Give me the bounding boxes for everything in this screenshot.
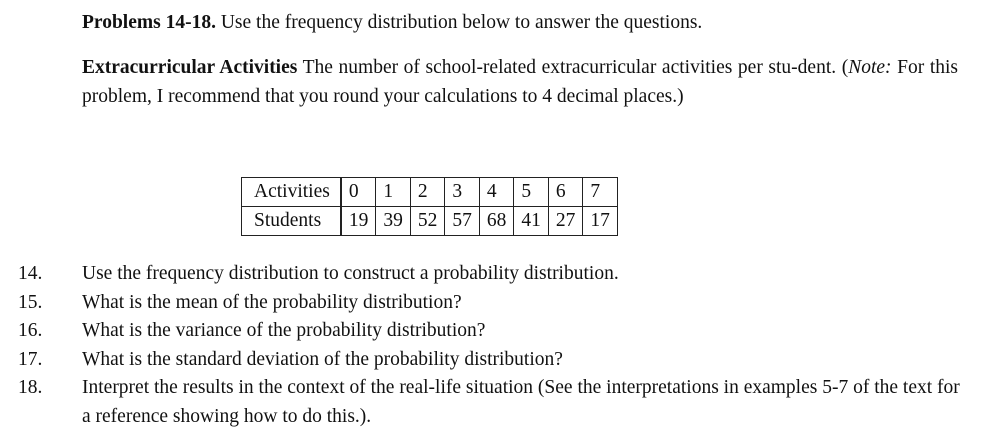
problem-description: The number of school-related extracurricular activities per stu-dent. ( xyxy=(297,57,849,78)
question-number: 14. xyxy=(18,263,43,284)
row-header-activities: Activities xyxy=(242,178,341,207)
table-cell: 17 xyxy=(583,207,618,236)
question-item xyxy=(18,346,968,375)
table-cell: 1 xyxy=(376,178,411,207)
table-cell: 3 xyxy=(445,178,480,207)
table-cell: 19 xyxy=(341,207,376,236)
problem-title: Extracurricular Activities xyxy=(82,57,298,78)
table-cell: 57 xyxy=(445,207,480,236)
table-cell: 52 xyxy=(410,207,445,236)
question-number: 16. xyxy=(18,320,43,341)
question-text: What is the variance of the probability distribution? xyxy=(82,320,486,341)
table-cell: 7 xyxy=(583,178,618,207)
question-item xyxy=(18,374,968,431)
table-cell: 27 xyxy=(548,207,583,236)
row-header-students: Students xyxy=(242,207,341,236)
frequency-table xyxy=(241,177,618,236)
table-cell: 0 xyxy=(341,178,376,207)
table-row-activities xyxy=(242,178,618,207)
question-text: Interpret the results in the context of the real-life situation (See the interpretations in examples 5-7 of the text for a reference showing how to do this.). xyxy=(82,377,960,427)
question-item xyxy=(18,260,968,289)
note-text: For this problem, I recommend that you round your calculations to 4 decimal places.) xyxy=(82,57,959,107)
question-text: What is the standard deviation of the probability distribution? xyxy=(82,348,563,370)
table-cell: 4 xyxy=(479,178,514,207)
table-cell: 41 xyxy=(514,207,549,236)
table-cell: 68 xyxy=(479,207,514,236)
question-item xyxy=(18,289,968,318)
note-label: Note: xyxy=(848,57,892,78)
table-cell: 39 xyxy=(376,207,411,236)
table-row-students xyxy=(242,207,618,236)
problem-intro xyxy=(82,53,958,111)
question-number: 15. xyxy=(18,291,43,313)
question-text: Use the frequency distribution to construct a probability distribution. xyxy=(82,263,619,284)
problem-heading xyxy=(82,8,958,37)
table-cell: 6 xyxy=(548,178,583,207)
question-text: What is the mean of the probability distribution? xyxy=(82,291,462,313)
table-cell: 2 xyxy=(410,178,445,207)
question-list xyxy=(18,260,968,431)
question-number: 18. xyxy=(18,377,43,398)
question-item xyxy=(18,317,968,346)
problem-instruction: Use the frequency distribution below to answer the questions. xyxy=(215,12,703,33)
question-number: 17. xyxy=(18,348,43,370)
table-cell: 5 xyxy=(514,178,549,207)
problem-label: Problems 14-18. xyxy=(82,12,216,33)
